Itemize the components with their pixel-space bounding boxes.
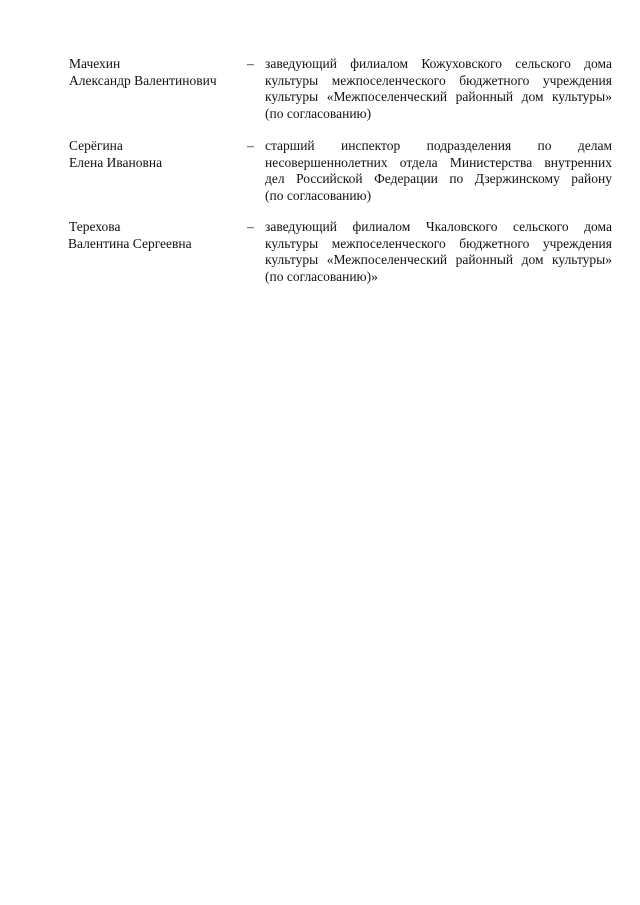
role-line: культуры межпоселенческого бюджетного учреждения xyxy=(265,235,612,251)
role-line: заведующий филиалом Чкаловского сельского дома xyxy=(265,219,612,234)
member-name xyxy=(69,56,244,89)
role-line: (по согласованию) xyxy=(265,105,372,121)
member-given-name: Елена Ивановна xyxy=(69,154,163,170)
member-surname: Серёгина xyxy=(69,138,123,153)
member-name xyxy=(69,219,244,252)
member-name xyxy=(69,138,244,171)
dash-separator: – xyxy=(247,138,254,153)
role-line: заведующий филиалом Кожуховского сельского дома xyxy=(265,56,612,71)
member-role xyxy=(265,56,612,122)
role-line: культуры «Межпоселенческий районный дом культуры» xyxy=(265,89,612,104)
member-surname: Терехова xyxy=(69,219,121,234)
role-line: дел Российской Федерации по Дзержинскому району xyxy=(265,171,612,186)
role-line: несовершеннолетних отдела Министерства внутренних xyxy=(265,154,612,170)
member-given-name: Александр Валентинович xyxy=(69,72,217,88)
role-line: (по согласованию) xyxy=(265,187,372,203)
dash-separator: – xyxy=(247,219,254,234)
member-surname: Мачехин xyxy=(69,56,121,71)
member-role xyxy=(265,138,612,204)
role-line: культуры «Межпоселенческий районный дом культуры» xyxy=(265,252,612,267)
member-given-name: Валентина Сергеевна xyxy=(68,235,192,251)
dash-separator: – xyxy=(247,56,254,71)
member-role xyxy=(265,219,612,285)
role-line: (по согласованию)» xyxy=(265,268,378,284)
role-line: культуры межпоселенческого бюджетного учреждения xyxy=(265,72,612,88)
role-line: старший инспектор подразделения по делам xyxy=(265,138,612,153)
